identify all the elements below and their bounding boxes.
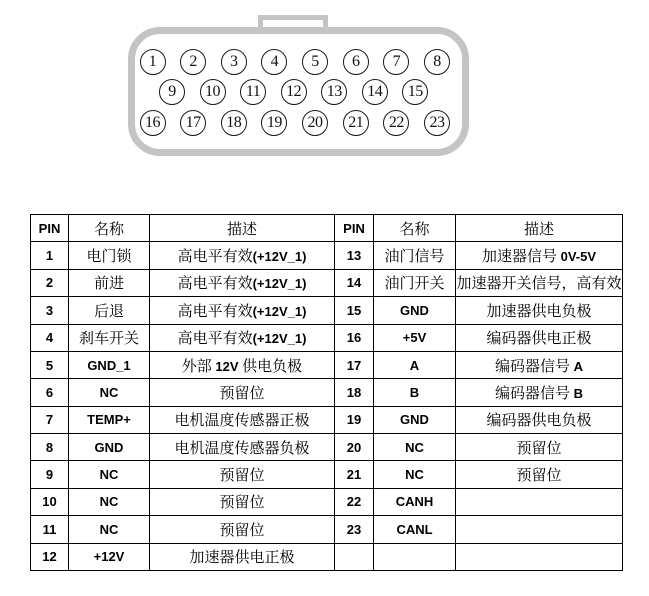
- pin-cell: [31, 516, 69, 543]
- latin-text: (+12V_1): [252, 276, 307, 292]
- pin-cell: [335, 242, 374, 269]
- pin-circle-20: 20: [302, 110, 328, 136]
- table-row: [31, 297, 623, 324]
- latin-text: 10: [42, 494, 57, 510]
- table-row: [31, 379, 623, 406]
- latin-text: A: [570, 358, 583, 374]
- table-row: [31, 516, 623, 543]
- desc-cell: 加速器供电正极: [150, 543, 335, 571]
- pin-circle-16: 16: [140, 110, 166, 136]
- pin-cell: [335, 269, 374, 296]
- latin-text: 0V-5V: [556, 249, 597, 265]
- latin-text: GND: [94, 439, 124, 455]
- pin-circle-23: 23: [424, 110, 450, 136]
- header-cell-left-desc: 描述: [150, 215, 335, 242]
- table-row: [31, 488, 623, 515]
- pin-cell: [335, 379, 374, 406]
- latin-text: 11: [42, 521, 57, 537]
- header-cell-left-pin: [31, 215, 69, 242]
- desc-cell: 高电平有效(+12V_1): [150, 269, 335, 296]
- pin-cell: [31, 543, 69, 571]
- latin-text: (+12V_1): [252, 249, 307, 265]
- latin-text: PIN: [38, 220, 61, 236]
- pin-circle-13: 13: [321, 79, 347, 105]
- latin-text: NC: [405, 467, 424, 483]
- latin-text: 20: [346, 439, 362, 455]
- pin-circle-18: 18: [221, 110, 247, 136]
- desc-cell: 预留位: [150, 488, 335, 515]
- latin-text: (+12V_1): [252, 303, 307, 319]
- latin-text: PIN: [343, 220, 365, 236]
- latin-text: +12V: [93, 549, 125, 565]
- pin-cell: [31, 406, 69, 433]
- latin-text: 3: [45, 302, 54, 318]
- pin-circle-19: 19: [261, 110, 287, 136]
- name-cell: [374, 543, 456, 571]
- table-row: [31, 461, 623, 488]
- header-cell-right-name: 名称: [374, 215, 456, 242]
- pin-circle-12: 12: [281, 79, 307, 105]
- latin-text: NC: [405, 439, 424, 455]
- latin-text: 23: [346, 521, 362, 537]
- header-cell-left-name: 名称: [69, 215, 150, 242]
- table-row: [31, 324, 623, 351]
- latin-text: 2: [45, 275, 54, 291]
- desc-cell: 预留位: [150, 516, 335, 543]
- pin-circle-6: 6: [343, 49, 369, 75]
- latin-text: +5V: [402, 330, 427, 346]
- name-cell: [69, 406, 150, 433]
- name-cell: 油门开关: [374, 269, 456, 296]
- pin-cell: [31, 269, 69, 296]
- latin-text: 1: [45, 248, 54, 264]
- latin-text: NC: [99, 521, 119, 537]
- latin-text: B: [570, 385, 583, 401]
- pin-table: [30, 214, 623, 571]
- latin-text: NC: [99, 494, 119, 510]
- pin-circle-1: 1: [140, 49, 166, 75]
- desc-cell: [456, 488, 623, 515]
- latin-text: A: [409, 357, 420, 373]
- name-cell: 刹车开关: [69, 324, 150, 351]
- pin-cell: [335, 434, 374, 461]
- latin-text: GND: [400, 302, 429, 318]
- desc-cell: 加速器开关信号，高有效: [456, 269, 623, 296]
- pin-table-body: [31, 215, 623, 571]
- pin-circle-22: 22: [383, 110, 409, 136]
- latin-text: TEMP+: [87, 412, 131, 428]
- desc-cell: 预留位: [150, 461, 335, 488]
- pin-circle-3: 3: [221, 49, 247, 75]
- pin-circle-14: 14: [362, 79, 388, 105]
- name-cell: [374, 351, 456, 378]
- desc-cell: 外部 12V 供电负极: [150, 351, 335, 378]
- desc-cell: [456, 516, 623, 543]
- pin-circle-9: 9: [159, 79, 185, 105]
- latin-text: 22: [346, 494, 362, 510]
- name-cell: [69, 488, 150, 515]
- latin-text: B: [409, 384, 420, 400]
- latin-text: 14: [346, 275, 362, 291]
- name-cell: [374, 297, 456, 324]
- latin-text: CANL: [396, 521, 433, 537]
- pin-cell: [31, 324, 69, 351]
- latin-text: 17: [346, 357, 362, 373]
- latin-text: 18: [346, 384, 362, 400]
- table-row: [31, 351, 623, 378]
- name-cell: [374, 516, 456, 543]
- pin-circle-5: 5: [302, 49, 328, 75]
- latin-text: 4: [45, 330, 54, 346]
- latin-text: NC: [99, 384, 119, 400]
- latin-text: 9: [45, 467, 54, 483]
- name-cell: 电门锁: [69, 242, 150, 269]
- pin-cell: [335, 488, 374, 515]
- desc-cell: 预留位: [456, 434, 623, 461]
- desc-cell: 编码器供电正极: [456, 324, 623, 351]
- latin-text: CANH: [395, 494, 434, 510]
- name-cell: [69, 434, 150, 461]
- name-cell: [69, 379, 150, 406]
- table-row: [31, 406, 623, 433]
- latin-text: 7: [45, 412, 54, 428]
- pin-circle-8: 8: [424, 49, 450, 75]
- table-row: [31, 543, 623, 571]
- desc-cell: 电机温度传感器负极: [150, 434, 335, 461]
- desc-cell: 电机温度传感器正极: [150, 406, 335, 433]
- desc-cell: 高电平有效(+12V_1): [150, 324, 335, 351]
- latin-text: 5: [45, 357, 54, 373]
- desc-cell: 编码器信号 B: [456, 379, 623, 406]
- pin-cell: [31, 434, 69, 461]
- latin-text: 21: [346, 467, 362, 483]
- desc-cell: 加速器供电负极: [456, 297, 623, 324]
- desc-cell: 加速器信号 0V-5V: [456, 242, 623, 269]
- latin-text: 19: [346, 412, 362, 428]
- pin-cell: [335, 461, 374, 488]
- latin-text: NC: [99, 467, 119, 483]
- name-cell: [69, 543, 150, 571]
- pin-cell: [335, 297, 374, 324]
- pin-cell: [31, 351, 69, 378]
- desc-cell: 高电平有效(+12V_1): [150, 297, 335, 324]
- desc-cell: 预留位: [456, 461, 623, 488]
- pin-circle-17: 17: [180, 110, 206, 136]
- name-cell: 后退: [69, 297, 150, 324]
- latin-text: 13: [346, 248, 362, 264]
- pin-circle-21: 21: [343, 110, 369, 136]
- latin-text: GND_1: [87, 357, 131, 373]
- latin-text: 12: [42, 549, 57, 565]
- name-cell: [374, 488, 456, 515]
- pin-circle-10: 10: [200, 79, 226, 105]
- desc-cell: 编码器信号 A: [456, 351, 623, 378]
- header-cell-right-desc: 描述: [456, 215, 623, 242]
- pin-circle-4: 4: [261, 49, 287, 75]
- header-cell-right-pin: [335, 215, 374, 242]
- desc-cell: 高电平有效(+12V_1): [150, 242, 335, 269]
- table-row: [31, 242, 623, 269]
- latin-text: 6: [45, 384, 54, 400]
- connector-diagram: [0, 0, 649, 200]
- latin-text: 16: [346, 330, 362, 346]
- pin-cell: [31, 379, 69, 406]
- name-cell: [69, 516, 150, 543]
- latin-text: GND: [400, 412, 429, 428]
- pin-circle-11: 11: [240, 79, 266, 105]
- pin-circle-7: 7: [383, 49, 409, 75]
- name-cell: [374, 324, 456, 351]
- pin-circle-15: 15: [402, 79, 428, 105]
- table-header-row: [31, 215, 623, 242]
- name-cell: 油门信号: [374, 242, 456, 269]
- name-cell: [374, 379, 456, 406]
- pin-cell: [335, 406, 374, 433]
- latin-text: 8: [45, 439, 54, 455]
- latin-text: 12V: [211, 358, 243, 374]
- table-row: [31, 269, 623, 296]
- pin-cell: [335, 351, 374, 378]
- desc-cell: [456, 543, 623, 571]
- pin-cell: [335, 543, 374, 571]
- pin-cell: [31, 297, 69, 324]
- pin-cell: [335, 324, 374, 351]
- table-row: [31, 434, 623, 461]
- name-cell: 前进: [69, 269, 150, 296]
- latin-text: (+12V_1): [252, 331, 307, 347]
- name-cell: [69, 351, 150, 378]
- pin-cell: [31, 242, 69, 269]
- pin-cell: [335, 516, 374, 543]
- desc-cell: 编码器供电负极: [456, 406, 623, 433]
- name-cell: [69, 461, 150, 488]
- name-cell: [374, 406, 456, 433]
- pin-circle-2: 2: [180, 49, 206, 75]
- desc-cell: 预留位: [150, 379, 335, 406]
- latin-text: 15: [346, 302, 362, 318]
- pin-cell: [31, 461, 69, 488]
- name-cell: [374, 434, 456, 461]
- name-cell: [374, 461, 456, 488]
- pin-cell: [31, 488, 69, 515]
